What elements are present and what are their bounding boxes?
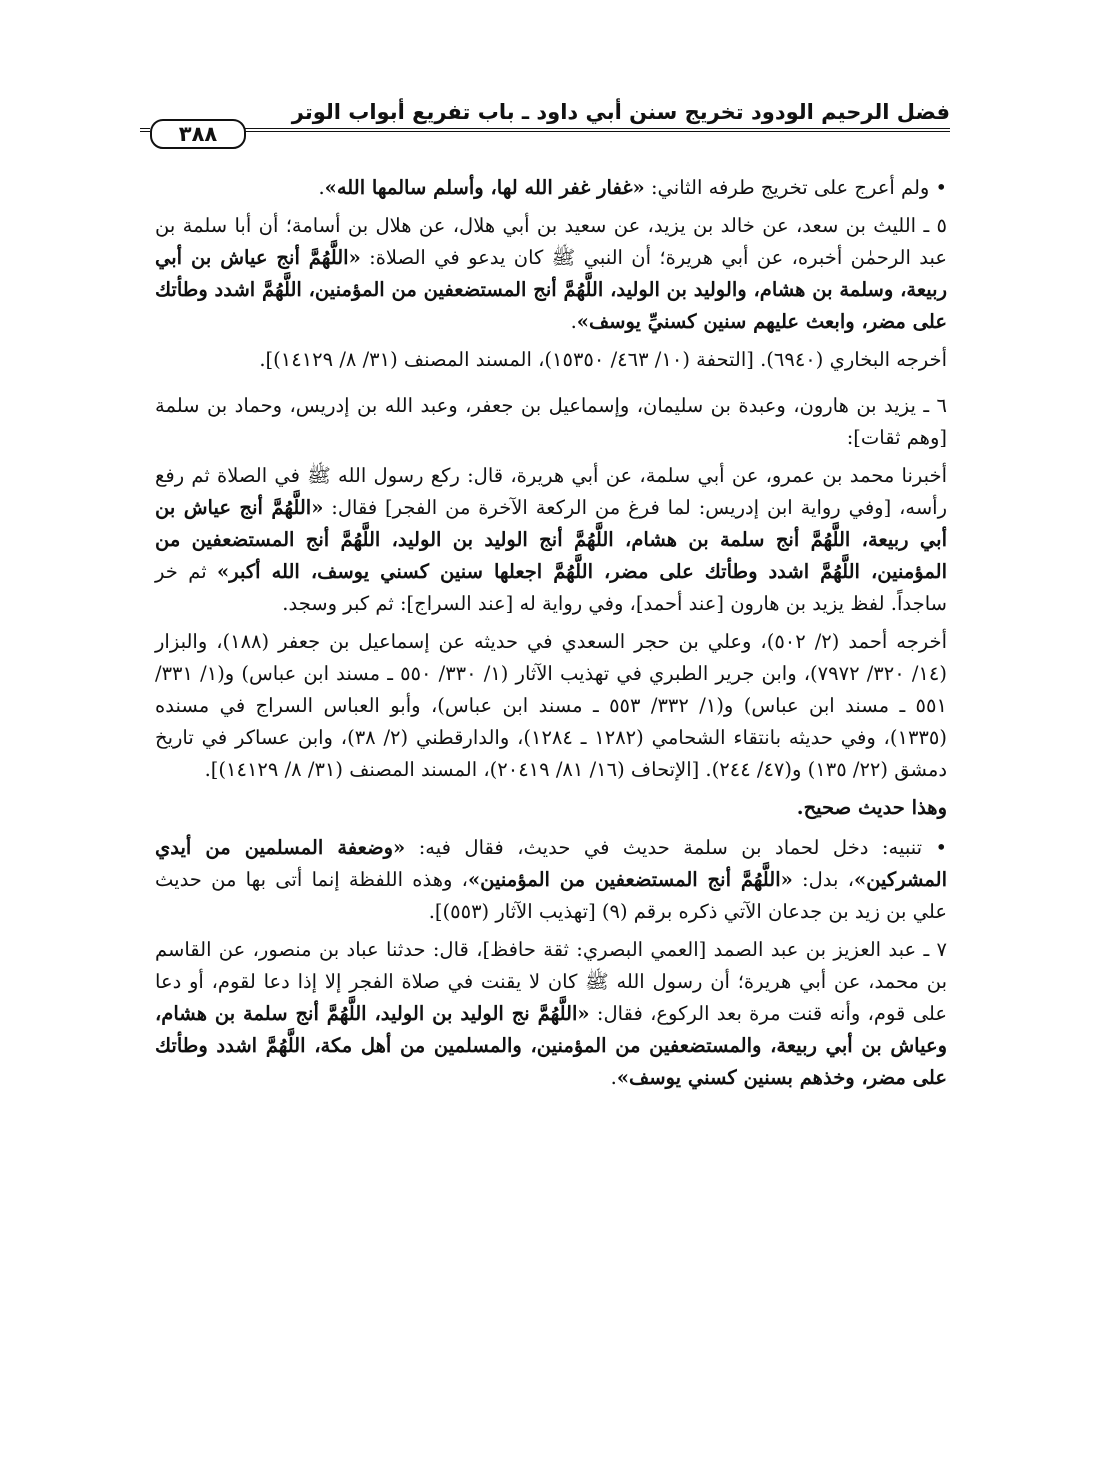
quoted-hadith: «اللَّهُمَّ أنج المستضعفين من المؤمنين» [467, 868, 793, 891]
page-number-badge [150, 119, 246, 149]
quoted-hadith: «اللَّهُمَّ نج الوليد بن الوليد، اللَّهُمَّ أنج سلمة بن هشام، وعياش بن أبي ربيعة، والمستضعفين من المؤمنين، والمسلمين من أهل مكة، اللَّهُمَّ اشدد وطأتك على مضر، وخذهم بسنين كسني يوسف» [155, 1002, 947, 1089]
paragraph-hadith-5: ٥ ـ الليث بن سعد، عن خالد بن يزيد، عن سعيد بن أبي هلال، عن هلال بن أسامة؛ أن أبا سلمة بن عبد الرحمٰن أخبره، عن أبي هريرة؛ أن النبي ﷺ كان يدعو في الصلاة: «اللَّهُمَّ أنج عياش بن أبي ربيعة، وسلمة بن هشام، والوليد بن الوليد، اللَّهُمَّ أنج المستضعفين من المؤمنين، اللَّهُمَّ اشدد وطأتك على مضر، وابعث عليهم سنين كسنيِّ يوسف». [155, 214, 947, 333]
quoted-hadith: «غفار غفر الله لها، وأسلم سالمها الله» [324, 176, 645, 199]
header-rule-right [244, 128, 950, 132]
header-rule-left [140, 128, 150, 132]
paragraph-hadith-6-chain: ٦ ـ يزيد بن هارون، وعبدة بن سليمان، وإسماعيل بن جعفر، وعبد الله بن إدريس، وحماد بن سلمة [وهم ثقات]: [155, 394, 947, 449]
page-number: ٣٨٨ [178, 122, 218, 146]
paragraph-hadith-7: ٧ ـ عبد العزيز بن عبد الصمد [العمي البصري: ثقة حافظ]، قال: حدثنا عباد بن منصور، عن القاسم بن محمد، عن أبي هريرة؛ أن رسول الله ﷺ كان لا يقنت في صلاة الفجر إلا إذا دعا لقوم، أو دعا على قوم، وأنه قنت مرة بعد الركوع، فقال: «اللَّهُمَّ نج الوليد بن الوليد، اللَّهُمَّ أنج سلمة بن هشام، وعياش بن أبي ربيعة، والمستضعفين من المؤمنين، والمسلمين من أهل مكة، اللَّهُمَّ اشدد وطأتك على مضر، وخذهم بسنين كسني يوسف». [155, 938, 947, 1089]
body-text [155, 172, 947, 1100]
quoted-hadith: «اللَّهُمَّ أنج عياش بن أبي ربيعة، اللَّهُمَّ أنج سلمة بن هشام، اللَّهُمَّ أنج الوليد بن الوليد، اللَّهُمَّ أنج المستضعفين من المؤمنين، اللَّهُمَّ اشدد وطأتك على مضر، اللَّهُمَّ اجعلها سنين كسني يوسف، الله أكبر» [155, 496, 947, 583]
quoted-hadith: «وضعفة المسلمين من أيدي المشركين» [155, 836, 948, 891]
paragraph-takhrij-6: أخرجه أحمد (٢/ ٥٠٢)، وعلي بن حجر السعدي في حديثه عن إسماعيل بن جعفر (١٨٨)، والبزار (١٤/ ٣٢٠/ ٧٩٧٢)، وابن جرير الطبري في تهذيب الآثار (١/ ٣٣٠/ ٥٥٠ ـ مسند ابن عباس) و(١/ ٣٣١/ ٥٥١ ـ مسند ابن عباس) و(١/ ٣٣٢/ ٥٥٣ ـ مسند ابن عباس)، وأبو العباس السراج في مسنده (١٣٣٥)، وفي حديثه بانتقاء الشحامي (١٢٨٢ ـ ١٢٨٤)، والدارقطني (٢/ ٣٨)، وابن عساكر في تاريخ دمشق (٢٢/ ١٣٥) و(٤٧/ ٢٤٤). [الإتحاف (١٦/ ٨١/ ٢٠٤١٩)، المسند المصنف (٣١/ ٨/ ١٤١٢٩)]. [155, 630, 947, 781]
running-header [150, 92, 950, 152]
paragraph-hadith-6: أخبرنا محمد بن عمرو، عن أبي سلمة، عن أبي هريرة، قال: ركع رسول الله ﷺ في الصلاة ثم رفع رأسه، [وفي رواية ابن إدريس: لما فرغ من الركعة الآخرة من الفجر] فقال: «اللَّهُمَّ أنج عياش بن أبي ربيعة، اللَّهُمَّ أنج سلمة بن هشام، اللَّهُمَّ أنج الوليد بن الوليد، اللَّهُمَّ أنج المستضعفين من المؤمنين، اللَّهُمَّ اشدد وطأتك على مضر، اللَّهُمَّ اجعلها سنين كسني يوسف، الله أكبر» ثم خر ساجداً. لفظ يزيد بن هارون [عند أحمد]، وفي رواية له [عند السراج]: ثم كبر وسجد. [155, 464, 948, 615]
paragraph-verdict: وهذا حديث صحيح. [796, 796, 947, 819]
header-title: فضل الرحيم الودود تخريج سنن أبي داود ـ باب تفريع أبواب الوتر [291, 100, 950, 124]
paragraph-takhrij-5: أخرجه البخاري (٦٩٤٠). [التحفة (١٠/ ٤٦٣/ ١٥٣٥٠)، المسند المصنف (٣١/ ٨/ ١٤١٢٩)]. [259, 348, 947, 371]
paragraph-note-1: • ولم أعرج على تخريج طرفه الثاني: «غفار غفر الله لها، وأسلم سالمها الله». [318, 176, 947, 199]
paragraph-note-2: • تنبيه: دخل لحماد بن سلمة حديث في حديث، فقال فيه: «وضعفة المسلمين من أيدي المشركين»، بدل: «اللَّهُمَّ أنج المستضعفين من المؤمنين»، وهذه اللفظة إنما أتى بها من حديث علي بن زيد بن جدعان الآتي ذكره برقم (٩) [تهذيب الآثار (٥٥٣)]. [155, 836, 948, 923]
quoted-hadith: «اللَّهُمَّ أنج عياش بن أبي ربيعة، وسلمة بن هشام، والوليد بن الوليد، اللَّهُمَّ أنج المستضعفين من المؤمنين، اللَّهُمَّ اشدد وطأتك على مضر، وابعث عليهم سنين كسنيِّ يوسف» [155, 246, 947, 333]
